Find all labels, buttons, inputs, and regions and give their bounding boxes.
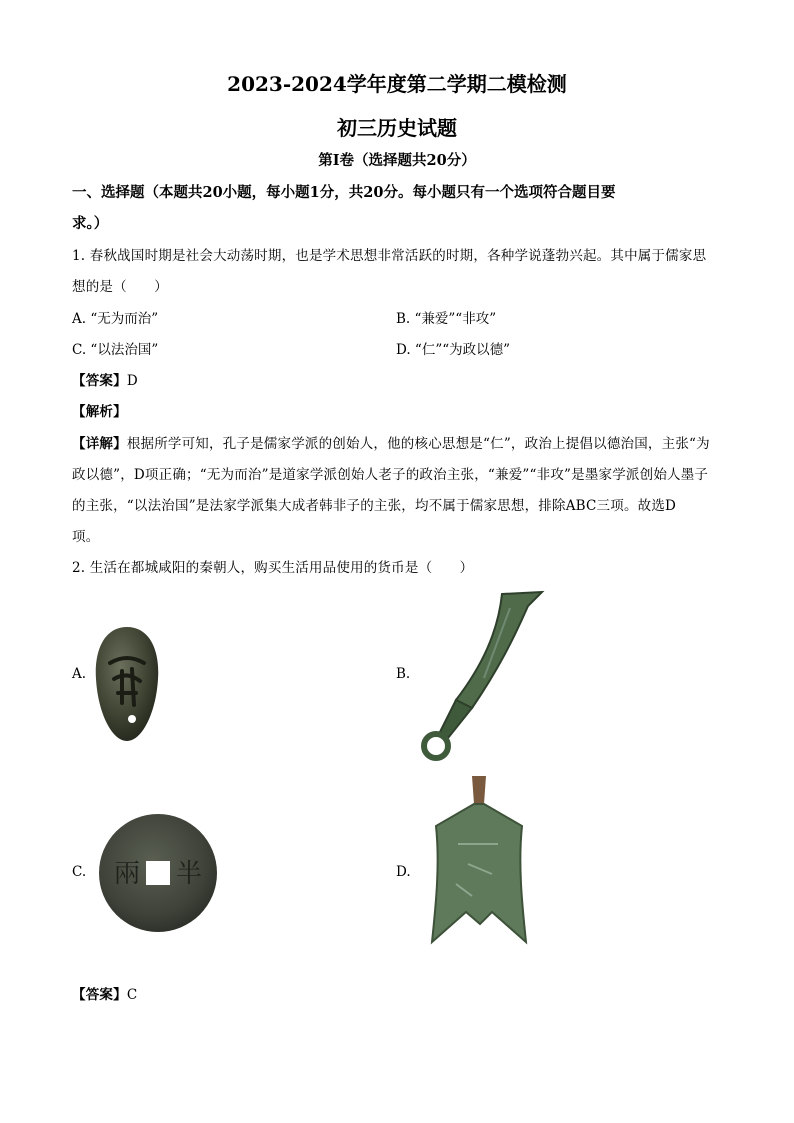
q1-option-c: C. “以法治国” [72,342,159,358]
q2-option-c-label: C. [72,864,87,880]
q1-detail-line2: 政以德”，D项正确；“无为而治”是道家学派创始人老子的政治主张，“兼爱”“非攻”是墨家学派创始人墨子 [72,467,709,483]
part-heading: 第Ⅰ卷（选择题共20分） [318,152,476,169]
analysis-tag: 【解析】 [72,404,127,420]
q1-answer [72,369,138,389]
detail-tag: 【详解】 [72,436,127,452]
q1-option-d: D. “仁”“为政以德” [396,342,511,358]
knife-coin-image [414,588,546,764]
q1-stem-line2: 想的是（ ） [72,279,168,295]
section-heading-line2: 求。） [72,215,109,232]
q1-detail-line1 [72,432,710,452]
q2-option-b-label: B. [396,666,411,682]
q1-stem-line1: 1. 春秋战国时期是社会大动荡时期，也是学术思想非常活跃的时期，各种学说蓬勃兴起。其中属于儒家思 [72,248,707,264]
q2-stem: 2. 生活在都城咸阳的秦朝人，购买生活用品使用的货币是（ ） [72,560,474,576]
q2-answer [72,983,137,1003]
coin-char-left: 兩 [113,859,141,889]
detail-text: 根据所学可知，孔子是儒家学派的创始人，他的核心思想是“仁”，政治上提倡以德治国，主张“为 [126,436,710,452]
answer-tag: 【答案】 [72,373,127,389]
q1-analysis [72,400,127,420]
section-heading-line1: 一、选择题（本题共20小题，每小题1分，共20分。每小题只有一个选项符合题目要 [72,184,616,201]
q1-detail-line4: 项。 [72,529,100,545]
coin-char-right: 半 [175,859,203,889]
answer-value: D [126,373,138,389]
q1-option-b: B. “兼爱”“非攻” [396,311,497,327]
answer-tag: 【答案】 [72,987,127,1003]
q1-option-a: A. “无为而治” [72,311,159,327]
answer-value: C [126,987,138,1003]
ban-liang-coin-image [97,812,219,934]
q2-option-a-label: A. [72,666,87,682]
exam-subtitle: 初三历史试题 [337,116,457,140]
q2-option-d-label: D. [396,864,411,880]
spade-coin-image [428,774,528,946]
q1-detail-line3: 的主张，“以法治国”是法家学派集大成者韩非子的主张，均不属于儒家思想，排除ABC三项。故选D [72,498,677,514]
exam-title: 2023-2024学年度第二学期二模检测 [227,72,567,96]
ant-nose-coin-image [92,623,162,745]
